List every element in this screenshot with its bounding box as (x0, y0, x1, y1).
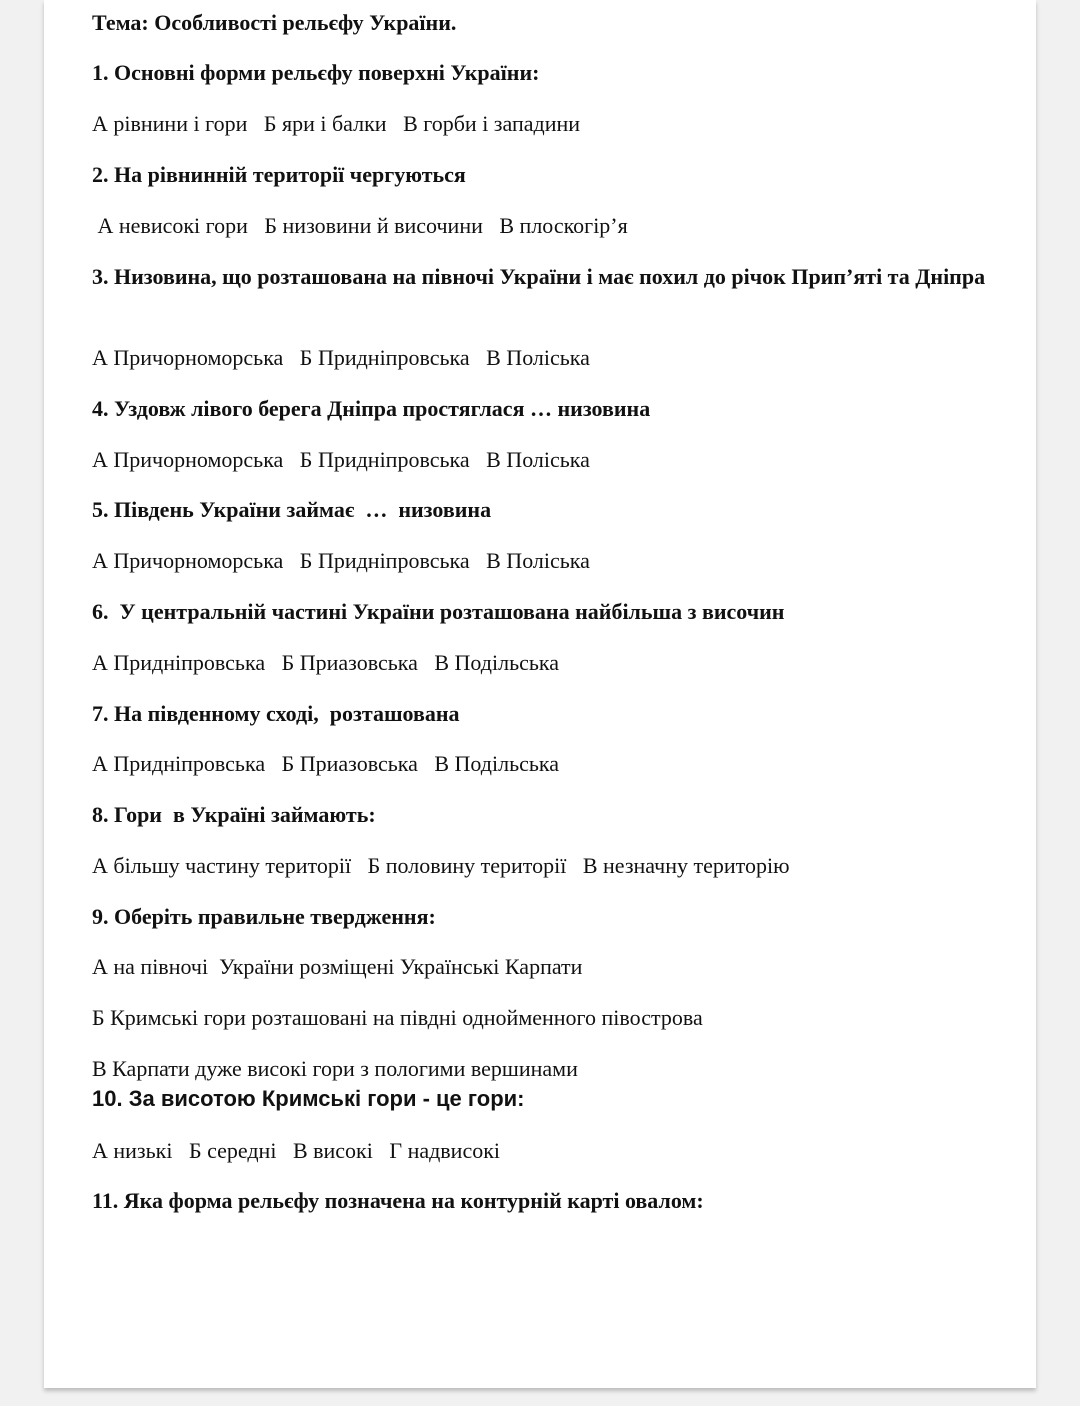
answer-9b: Б Кримські гори розташовані на півдні однойменного півострова (92, 1005, 703, 1030)
question-5: 5. Південь України займає … низовина (92, 497, 492, 522)
answer-9a: А на півночі України розміщені Українські Карпати (92, 954, 583, 979)
answers-5: А Причорноморська Б Придніпровська В Поліська (92, 548, 590, 573)
answers-7: А Придніпровська Б Приазовська В Подільська (92, 751, 560, 776)
question-9: 9. Оберіть правильне твердження: (92, 904, 436, 929)
question-11: 11. Яка форма рельєфу позначена на контурній карті овалом: (92, 1188, 704, 1213)
answers-6: А Придніпровська Б Приазовська В Подільська (92, 650, 560, 675)
question-7: 7. На південному сході, розташована (92, 701, 460, 726)
document-page (44, 0, 1036, 1388)
question-1: 1. Основні форми рельєфу поверхні України: (92, 60, 540, 85)
answer-9c: В Карпати дуже високі гори з пологими вершинами (92, 1056, 578, 1081)
question-3: 3. Низовина, що розташована на півночі України і має похил до річок Прип’яті та Дніпра (92, 264, 986, 289)
answers-2: А невисокі гори Б низовини й височини В плоскогір’я (92, 213, 628, 238)
question-2: 2. На рівнинній території чергуються (92, 162, 466, 187)
answers-3: А Причорноморська Б Придніпровська В Поліська (92, 345, 590, 370)
answers-1: А рівнини і гори Б яри і балки В горби і западини (92, 111, 581, 136)
document-title: Тема: Особливості рельєфу України. (92, 10, 457, 35)
answers-10: А низькі Б середні В високі Г надвисокі (92, 1138, 501, 1163)
answers-4: А Причорноморська Б Придніпровська В Поліська (92, 447, 590, 472)
question-4: 4. Уздовж лівого берега Дніпра простяглася … низовина (92, 396, 651, 421)
question-6: 6. У центральній частині України розташована найбільша з височин (92, 599, 785, 624)
question-8: 8. Гори в Україні займають: (92, 802, 376, 827)
answers-8: А більшу частину території Б половину території В незначну територію (92, 853, 790, 878)
question-10: 10. За висотою Кримські гори - це гори: (92, 1086, 525, 1111)
